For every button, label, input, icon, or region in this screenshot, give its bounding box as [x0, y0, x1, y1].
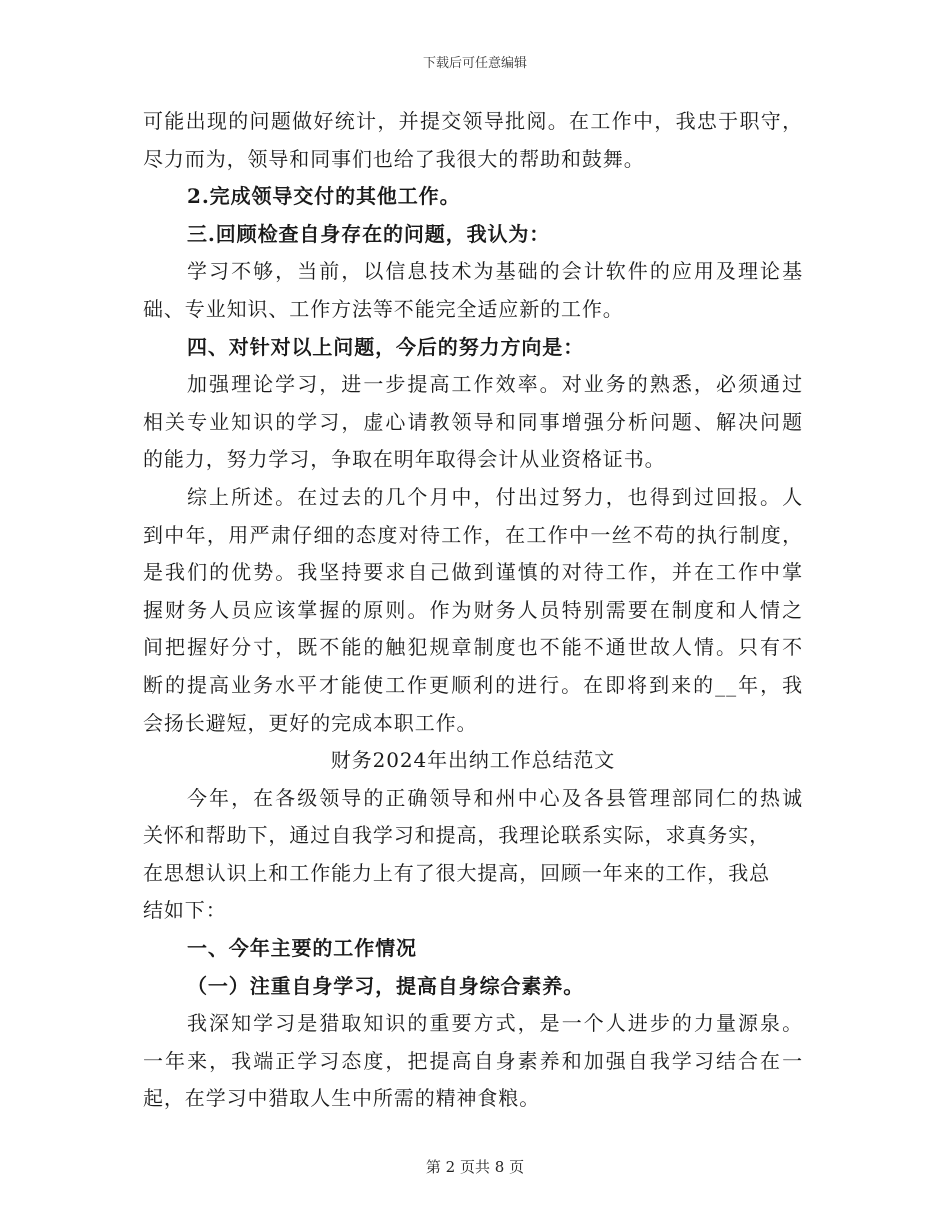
text-line: 四、对针对以上问题，今后的努力方向是：	[187, 334, 585, 359]
text-line: 学习不够，当前，以信息技术为基础的会计软件的应用及理论基	[187, 259, 803, 284]
text-line: 我深知学习是猎取知识的重要方式，是一个人进步的力量源泉。	[187, 1011, 803, 1036]
document-body	[143, 103, 803, 1118]
text-line: 可能出现的问题做好统计，并提交领导批阅。在工作中，我忠于职守，	[143, 109, 803, 133]
text-line: 断的提高业务水平才能使工作更顺利的进行。在即将到来的__年，我	[143, 672, 803, 697]
page-header: 下载后可任意编辑	[422, 56, 527, 71]
text-line: 一、今年主要的工作情况	[187, 936, 417, 961]
text-line: 加强理论学习，进一步提高工作效率。对业务的熟悉，必须通过	[187, 372, 803, 397]
text-line: 关怀和帮助下，通过自我学习和提高，我理论联系实际，求真务实，	[143, 823, 770, 848]
text-line: 一年来，我端正学习态度，把提高自身素养和加强自我学习结合在一	[143, 1048, 803, 1073]
text-line: 间把握好分寸，既不能的触犯规章制度也不能不通世故人情。只有不	[143, 635, 803, 660]
text-line: 的能力，努力学习，争取在明年取得会计从业资格证书。	[143, 447, 666, 472]
text-line: 础、专业知识、工作方法等不能完全适应新的工作。	[143, 296, 624, 321]
text-line: 在思想认识上和工作能力上有了很大提高，回顾一年来的工作，我总	[143, 860, 770, 885]
text-line: 结如下：	[143, 898, 227, 923]
text-line: 相关专业知识的学习，虚心请教领导和同事增强分析问题、解决问题	[143, 409, 803, 434]
text-line: 到中年，用严肃仔细的态度对待工作，在工作中一丝不苟的执行制度，	[143, 522, 803, 547]
page-footer: 第 2 页共 8 页	[425, 1158, 525, 1176]
text-line: 是我们的优势。我坚持要求自己做到谨慎的对待工作，并在工作中掌	[143, 560, 803, 585]
text-line: 综上所述。在过去的几个月中，付出过努力，也得到过回报。人	[187, 484, 803, 509]
text-line: 三.回顾检查自身存在的问题，我认为：	[187, 221, 551, 246]
text-line: 尽力而为，领导和同事们也给了我很大的帮助和鼓舞。	[143, 146, 645, 171]
text-line: 握财务人员应该掌握的原则。作为财务人员特别需要在制度和人情之	[143, 597, 803, 622]
text-line: （一）注重自身学习，提高自身综合素养。	[187, 973, 585, 998]
section-title: 财务2024年出纳工作总结范文	[330, 748, 616, 773]
text-line: 会扬长避短，更好的完成本职工作。	[143, 710, 478, 735]
text-line: 起，在学习中猎取人生中所需的精神食粮。	[143, 1086, 541, 1111]
text-line: 今年，在各级领导的正确领导和州中心及各县管理部同仁的热诚	[187, 785, 803, 810]
text-line: 2.完成领导交付的其他工作。	[187, 184, 461, 209]
